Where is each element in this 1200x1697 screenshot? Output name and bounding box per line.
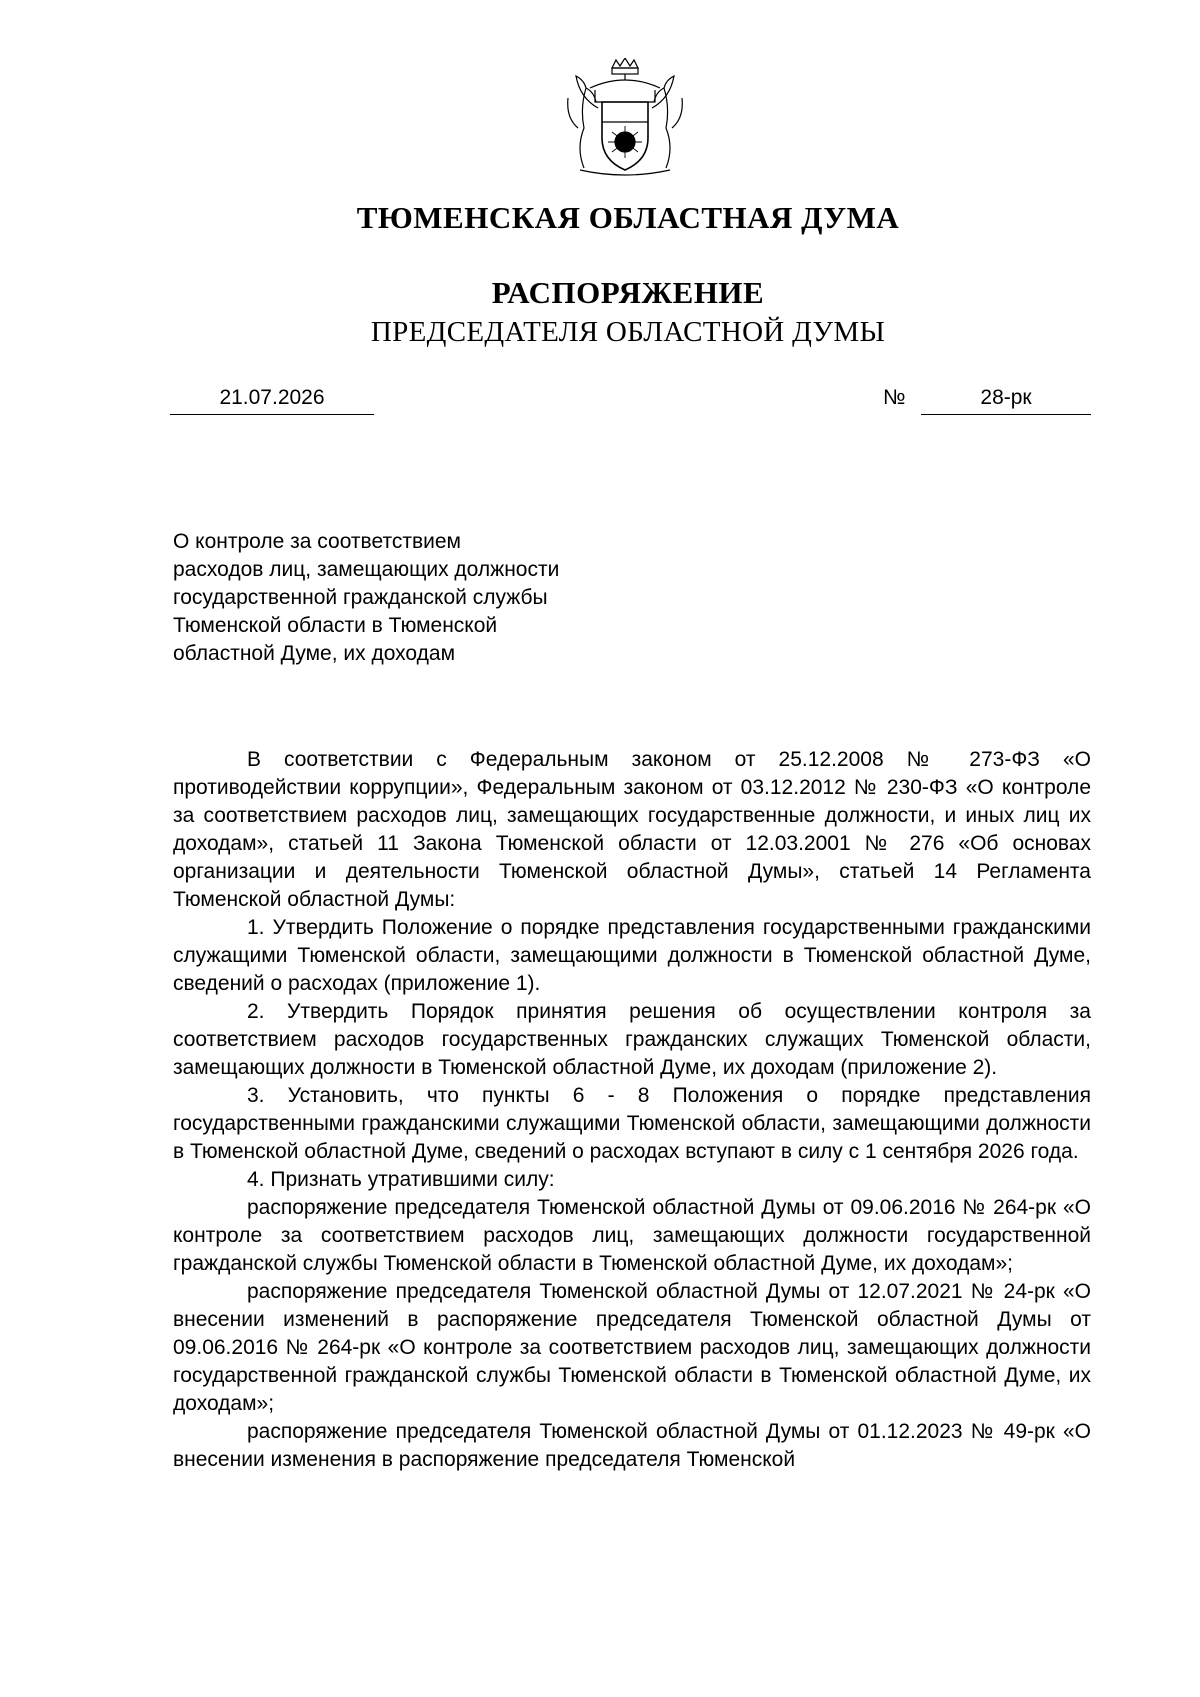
subject-line: О контроле за соответствием — [173, 530, 461, 553]
document-body — [173, 746, 1091, 1474]
coat-of-arms-icon — [550, 58, 700, 178]
document-subject — [173, 528, 653, 668]
body-paragraph: распоряжение председателя Тюменской областной Думы от 12.07.2021 № 24-рк «О внесении изменений в распоряжение председателя Тюменской областной Думы от 09.06.2016 № 264-рк «О контроле за соответствием расходов лиц, замещающих должности государственной гражданской службы Тюменской области в Тюменской областной Думе, их доходам»; — [173, 1280, 1091, 1415]
document-number: 28-рк — [921, 384, 1091, 415]
document-type: РАСПОРЯЖЕНИЕ — [491, 275, 765, 310]
body-paragraph: распоряжение председателя Тюменской областной Думы от 09.06.2016 № 264-рк «О контроле за соответствием расходов лиц, замещающих должности государственной гражданской службы Тюменской области в Тюменской областной Думе, их доходам»; — [173, 1196, 1091, 1275]
subject-line: расходов лиц, замещающих должности — [173, 558, 560, 581]
document-number-label: № — [883, 386, 906, 409]
subject-line: Тюменской области в Тюменской — [173, 614, 498, 637]
organization-title: ТЮМЕНСКАЯ ОБЛАСТНАЯ ДУМА — [356, 200, 900, 235]
body-paragraph: 1. Утвердить Положение о порядке представления государственными гражданскими служащими Тюменской области, замещающими должности в Тюменской областной Думе, сведений о расходах (приложение 1). — [173, 916, 1091, 995]
body-paragraph: 3. Установить, что пункты 6 - 8 Положения о порядке представления государственными гражданскими служащими Тюменской области, замещающими должности в Тюменской областной Думе, сведений о расходах вступают в силу с 1 сентября 2026 года. — [173, 1084, 1091, 1163]
subject-line: государственной гражданской службы — [173, 586, 548, 609]
body-paragraph: 4. Признать утратившими силу: — [247, 1168, 555, 1191]
body-paragraph: 2. Утвердить Порядок принятия решения об осуществлении контроля за соответствием расходов государственных гражданских служащих Тюменской области, замещающих должности в Тюменской областной Думе, их доходам (приложение 2). — [173, 1000, 1091, 1079]
subject-line: областной Думе, их доходам — [173, 642, 456, 665]
document-date: 21.07.2026 — [170, 384, 374, 415]
document-subtype: ПРЕДСЕДАТЕЛЯ ОБЛАСТНОЙ ДУМЫ — [370, 316, 886, 348]
body-paragraph: В соответствии с Федеральным законом от 25.12.2008 № 273-ФЗ «О противодействии коррупции», Федеральным законом от 03.12.2012 № 230-ФЗ «О контроле за соответствием расходов лиц, замещающих государственные должности, и иных лиц их доходам», статьей 11 Закона Тюменской области от 12.03.2001 № 276 «Об основах организации и деятельности Тюменской областной Думы», статьей 14 Регламента Тюменской областной Думы: — [173, 748, 1091, 911]
body-paragraph: распоряжение председателя Тюменской областной Думы от 01.12.2023 № 49-рк «О внесении изменения в распоряжение председателя Тюменской — [173, 1420, 1091, 1471]
